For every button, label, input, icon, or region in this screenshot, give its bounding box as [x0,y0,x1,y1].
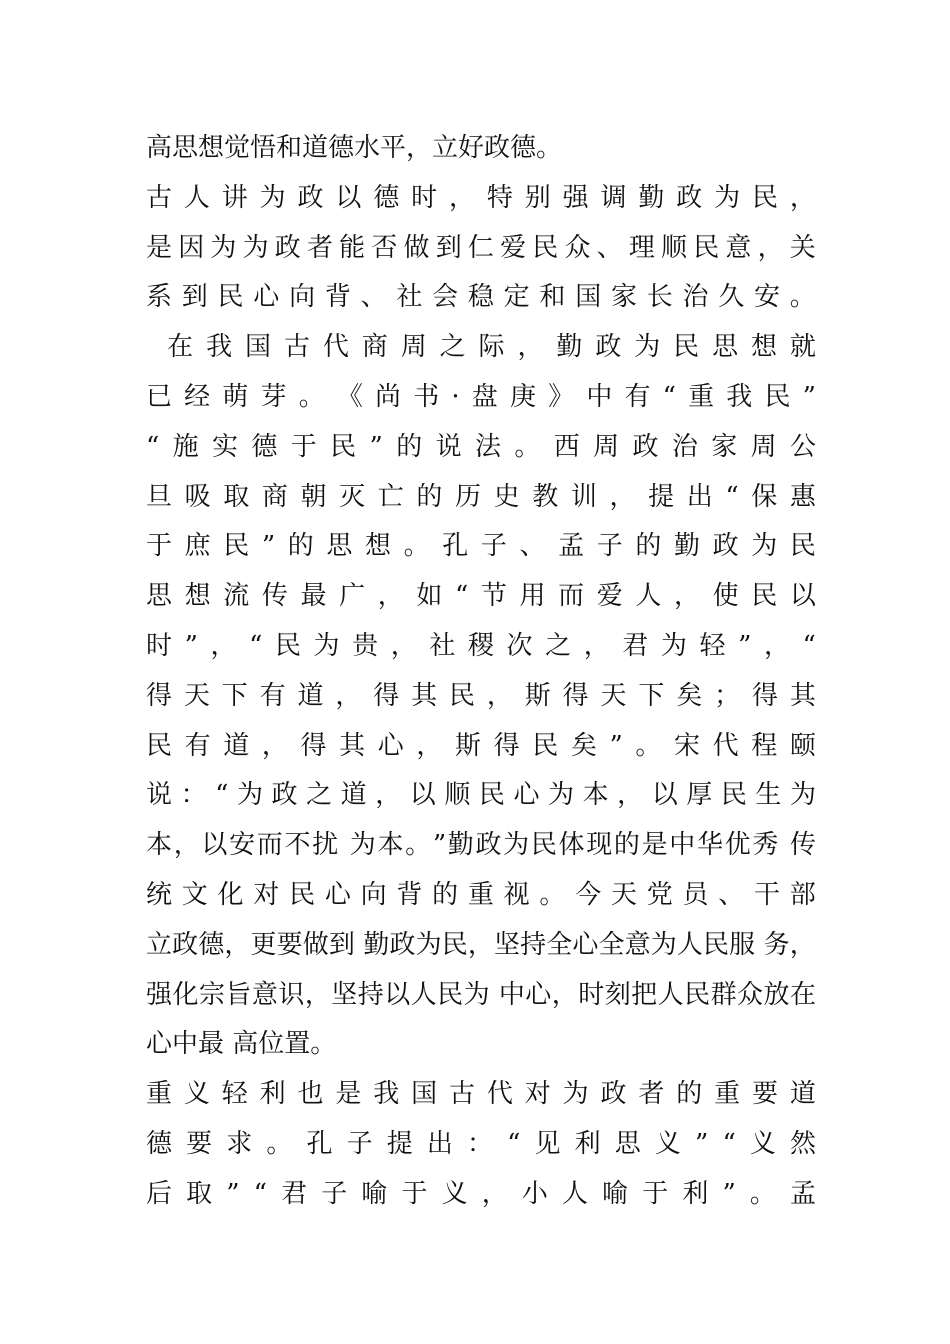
text-line: 重 义 轻 利 也 是 我 国 古 代 对 为 政 者 的 重 要 道 [146,1079,816,1110]
text-line: 得 天 下 有 道 ， 得 其 民 ， 斯 得 天 下 矣 ； 得 其 [146,680,816,711]
text-line: 强 化 宗 旨 意 识 ， 坚 持 以 人 民 为 中 心 ， 时 刻 把 人 民 群 众 放 在 [146,979,816,1010]
text-line: 高思想觉悟和道德水平，立好政德。 [146,133,563,163]
text-line: 时 ” ， “ 民 为 贵 ， 社 稷 次 之 ， 君 为 轻 ” ， “ [146,630,816,661]
text-line: 德 要 求 。 孔 子 提 出 ： “ 见 利 思 义 ” “ 义 然 [146,1128,816,1159]
text-line: 是 因 为 为 政 者 能 否 做 到 仁 爱 民 众 、 理 顺 民 意 ， 关 [146,232,816,263]
body-text [146,124,816,1220]
text-line: 于 庶 民 ” 的 思 想 。 孔 子 、 孟 子 的 勤 政 为 民 [146,531,816,562]
text-line: 旦 吸 取 商 朝 灭 亡 的 历 史 教 训 ， 提 出 “ 保 惠 [146,481,816,512]
text-line: 在 我 国 古 代 商 周 之 际 ， 勤 政 为 民 思 想 就 [167,332,816,363]
text-line: 古 人 讲 为 政 以 德 时 ， 特 别 强 调 勤 政 为 民 ， [146,182,816,213]
text-line: 已 经 萌 芽 。 《 尚 书 · 盘 庚 》 中 有 “ 重 我 民 ” [146,381,816,412]
text-line: 立 政 德 ， 更 要 做 到 勤 政 为 民 ， 坚 持 全 心 全 意 为 人 民 服 务 ， [146,929,816,960]
text-line: 思 想 流 传 最 广 ， 如 “ 节 用 而 爱 人 ， 使 民 以 [146,581,816,612]
text-line: 统 文 化 对 民 心 向 背 的 重 视 。 今 天 党 员 、 干 部 [146,879,816,910]
text-line: “ 施 实 德 于 民 ” 的 说 法 。 西 周 政 治 家 周 公 [146,431,816,462]
text-line: 民 有 道 ， 得 其 心 ， 斯 得 民 矣 ” 。 宋 代 程 颐 [146,730,816,761]
text-line: 系 到 民 心 向 背 、 社 会 稳 定 和 国 家 长 治 久 安 。 [146,282,816,313]
text-line: 说 ： “ 为 政 之 道 ， 以 顺 民 心 为 本 ， 以 厚 民 生 为 [146,780,816,811]
text-line: 心中最 高位置。 [146,1029,337,1060]
text-line: 后 取 ” “ 君 子 喻 于 义 ， 小 人 喻 于 利 ” 。 孟 [146,1178,816,1209]
text-line: 本 ， 以 安 而 不 扰 为 本 。 ” 勤 政 为 民 体 现 的 是 中 华 优 秀 传 [146,830,816,861]
